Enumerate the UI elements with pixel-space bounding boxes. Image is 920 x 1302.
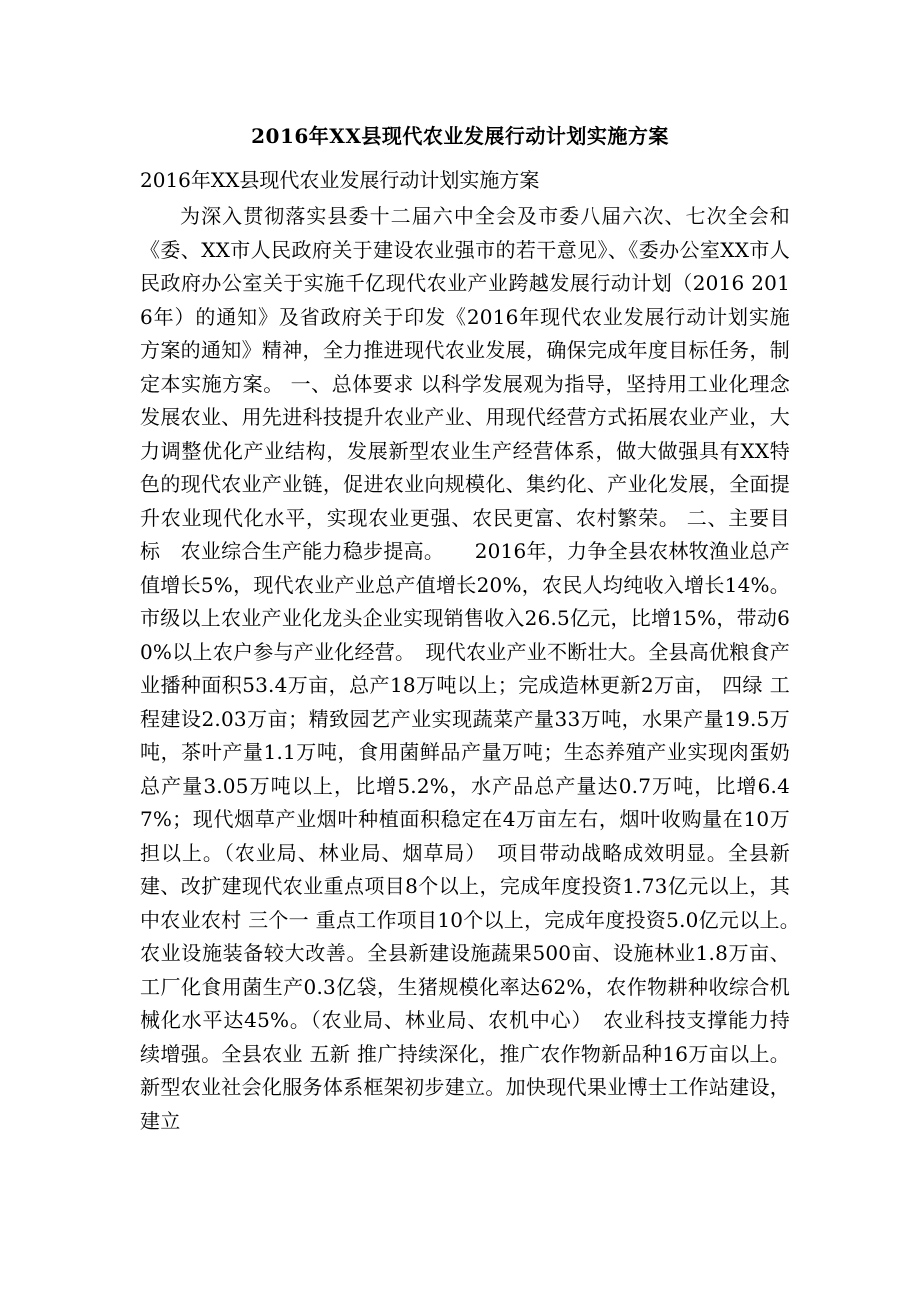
document-subtitle: 2016年XX县现代农业发展行动计划实施方案 [140, 168, 540, 192]
document-title: 2016年XX县现代农业发展行动计划实施方案 [251, 124, 669, 148]
document-body-paragraph: 为深入贯彻落实县委十二届六中全会及市委八届六次、七次全会和《委、XX市人民政府关于建设农业强市的若干意见》、《委办公室XX市人民政府办公室关于实施千亿现代农业产业跨越发展行动计划（2016 2016年）的通知》及省政府关于印发《2016年现代农业发展行动计划实施方案的通知》精神，全力推进现代农业发展，确保完成年度目标任务，制定本实施方案。 一、总体要求 以科学发展观为指导，坚持用工业化理念发展农业、用先进科技提升农业产业、用现代经营方式拓展农业产业，大力调整优化产业结构，发展新型农业生产经营体系，做大做强具有XX特色的现代农业产业链，促进农业向规模化、集约化、产业化发展，全面提升农业现代化水平，实现农业更强、农民更富、农村繁荣。 二、主要目标 农业综合生产能力稳步提高。 2016年，力争全县农林牧渔业总产值增长5%，现代农业产业总产值增长20%，农民人均纯收入增长14%。市级以上农业产业化龙头企业实现销售收入26.5亿元，比增15%，带动60%以上农户参与产业化经营。 现代农业产业不断壮大。全县高优粮食产业播种面积53.4万亩，总产18万吨以上；完成造林更新2万亩， 四绿 工程建设2.03万亩；精致园艺产业实现蔬菜产量33万吨，水果产量19.5万吨，茶叶产量1.1万吨，食用菌鲜品产量万吨；生态养殖产业实现肉蛋奶总产量3.05万吨以上，比增5.2%，水产品总产量达0.7万吨，比增6.47%；现代烟草产业烟叶种植面积稳定在4万亩左右，烟叶收购量在10万担以上。（农业局、林业局、烟草局） 项目带动战略成效明显。全县新建、改扩建现代农业重点项目8个以上，完成年度投资1.73亿元以上，其中农业农村 三个一 重点工作项目10个以上，完成年度投资5.0亿元以上。 农业设施装备较大改善。全县新建设施蔬果500亩、设施林业1.8万亩、工厂化食用菌生产0.3亿袋，生猪规模化率达62%，农作物耕种收综合机械化水平达45%。（农业局、林业局、农机中心） 农业科技支撑能力持续增强。全县农业 五新 推广持续深化，推广农作物新品种16万亩以上。新型农业社会化服务体系框架初步建立。加快现代果业博士工作站建设，建立 [140, 204, 811, 1133]
